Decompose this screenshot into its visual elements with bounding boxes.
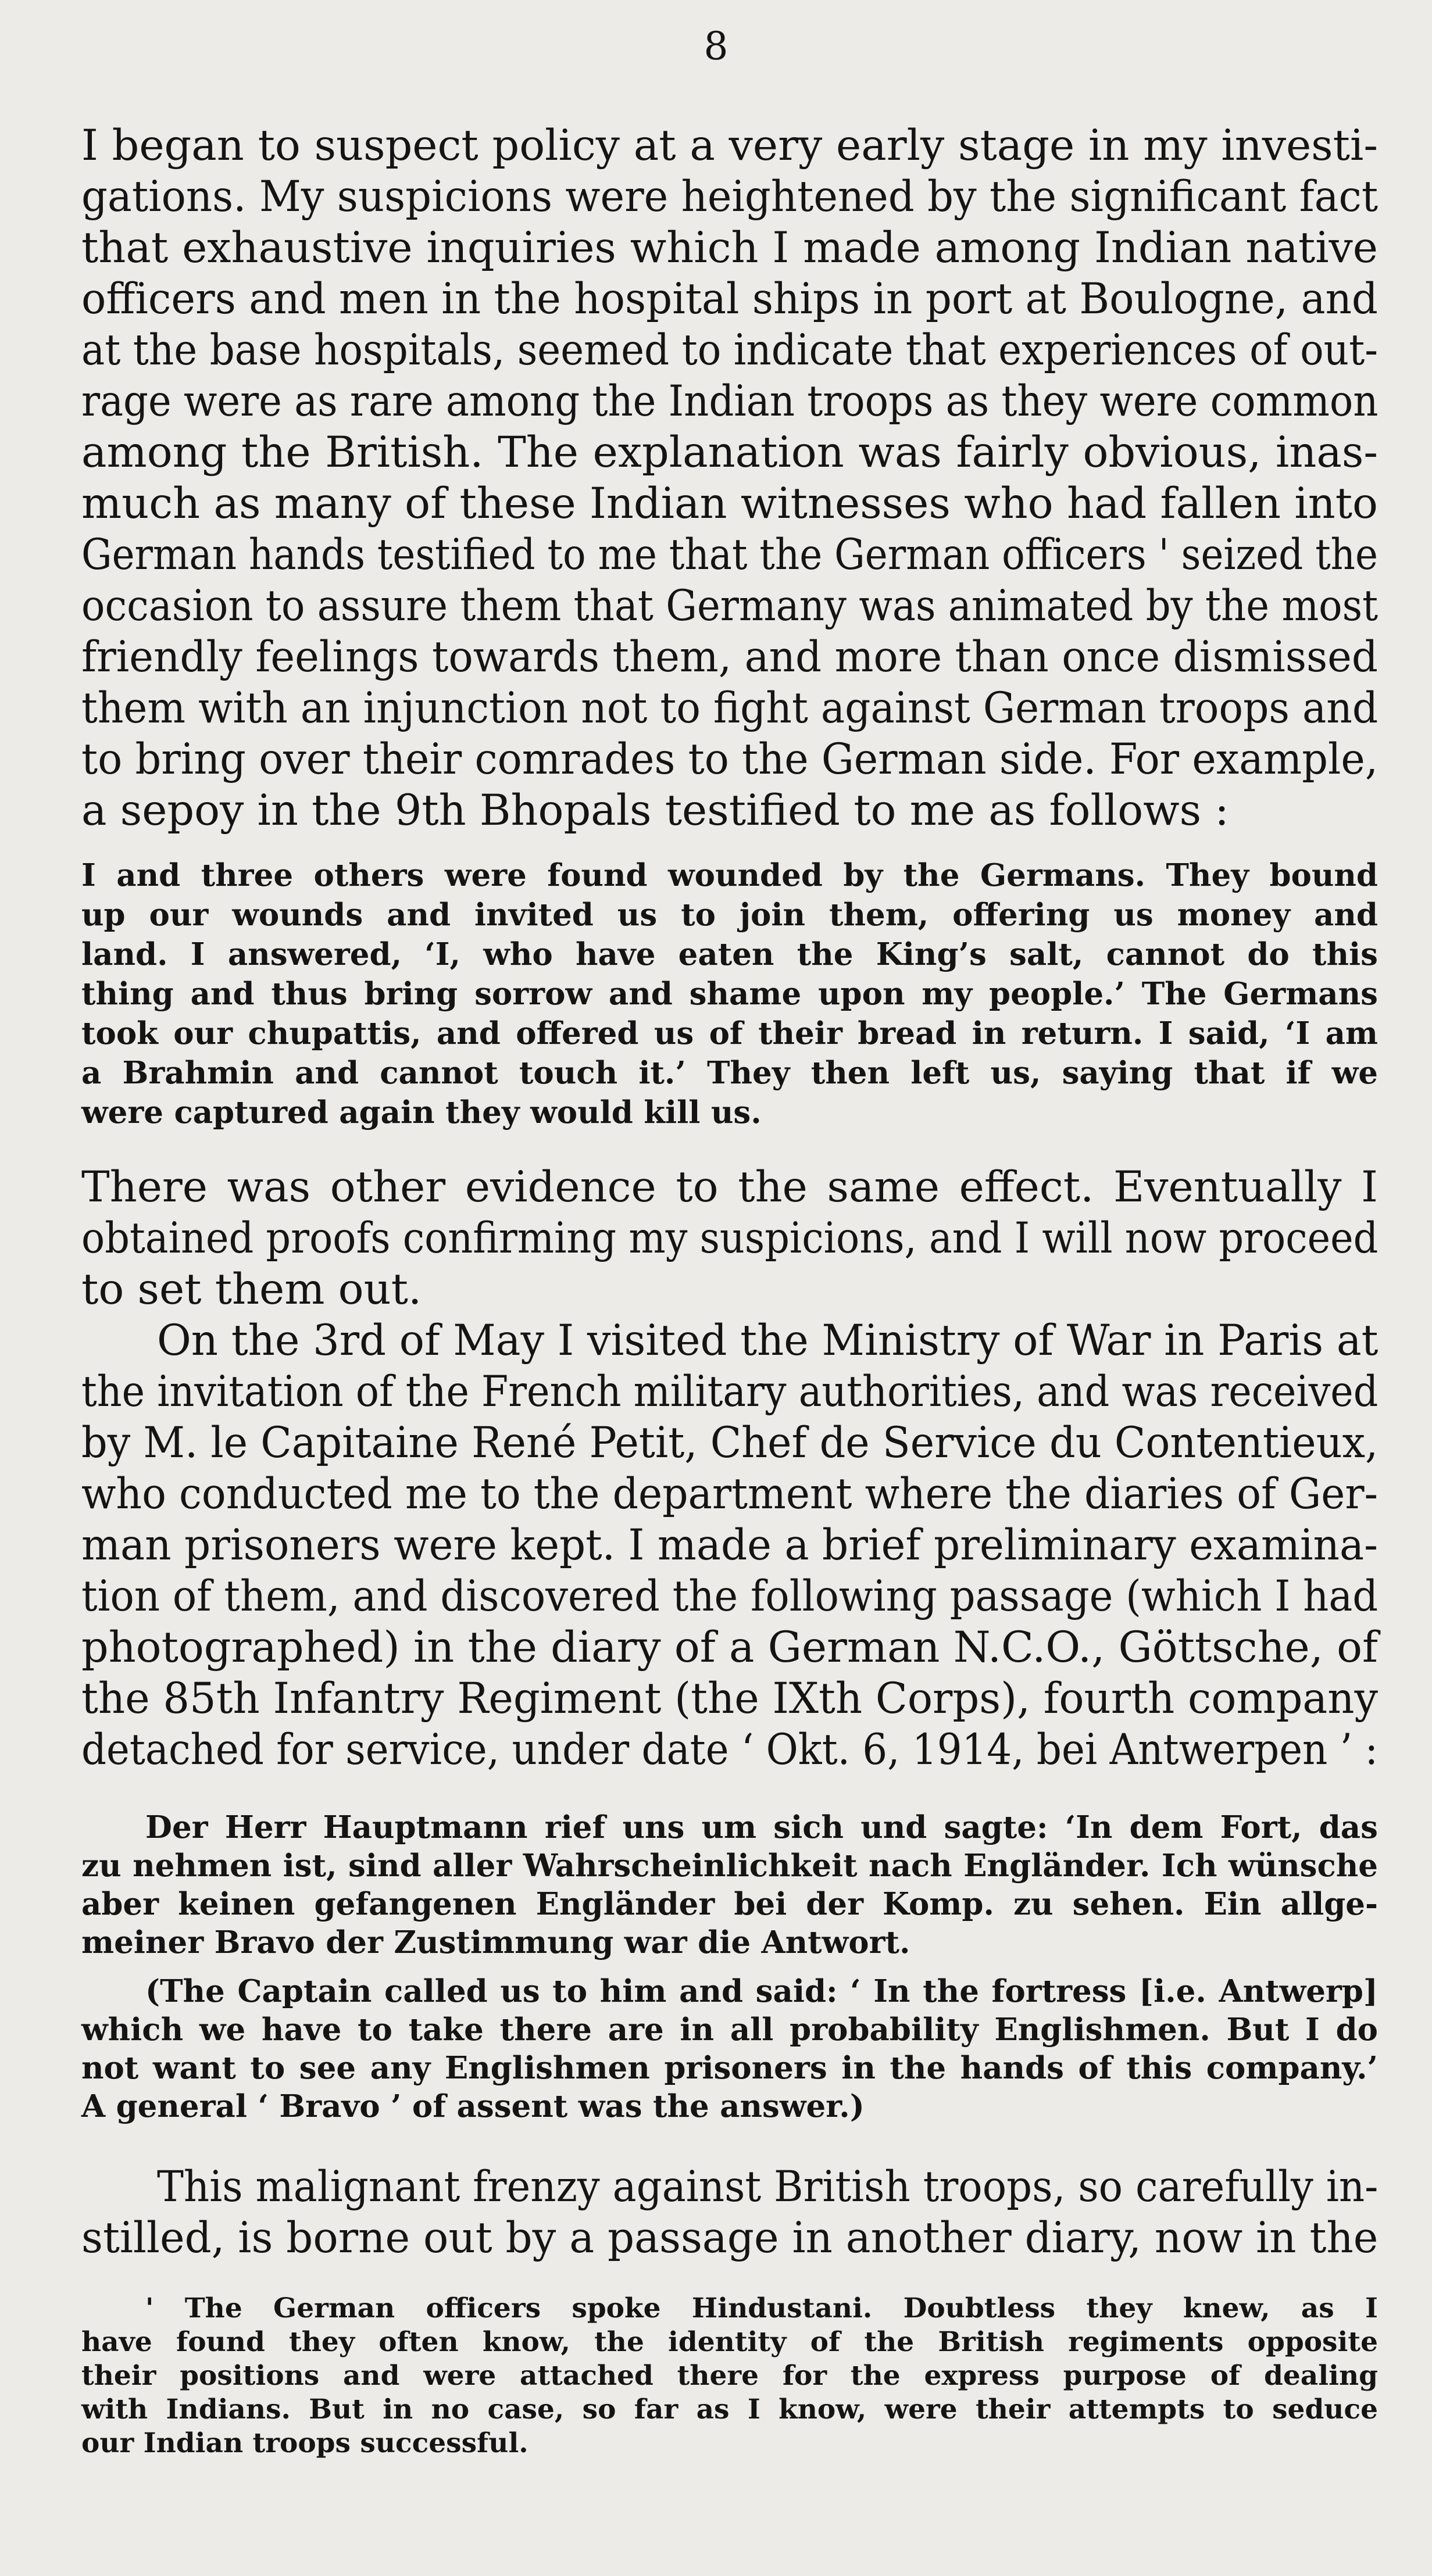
body-line: German hands testified to me that the German officers ' seized the (81, 530, 1378, 579)
body-line: friendly feelings towards them, and more than once dismissed (81, 632, 1378, 682)
body-line: the 85th Infantry Regiment (the IXth Corps), fourth company (81, 1674, 1378, 1723)
body-line: occasion to assure them that Germany was animated by the most (81, 581, 1379, 631)
footnote-line: have found they often know, the identity of the British regiments opposite (81, 2326, 1378, 2358)
footnote-line: ' The German officers spoke Hindustani. Doubtless they knew, as I (145, 2292, 1378, 2324)
body-line: to bring over their comrades to the German side. For example, (81, 735, 1379, 784)
body-line: who conducted me to the department where the diaries of Ger- (81, 1469, 1378, 1519)
quote-line: which we have to take there are in all probability Englishmen. But I do (81, 2012, 1378, 2048)
body-line: to set them out. (81, 1265, 422, 1314)
quote-line: thing and thus bring sorrow and shame upon my people.’ The Germans (81, 976, 1378, 1012)
quote-line: not want to see any Englishmen prisoners in the hands of this company.’ (81, 2050, 1378, 2086)
body-line: gations. My suspicions were heightened by the significant fact (81, 172, 1379, 221)
body-line: them with an injunction not to fight against German troops and (81, 684, 1379, 733)
quote-line: A general ‘ Bravo ’ of assent was the answer.) (81, 2088, 865, 2124)
body-line: officers and men in the hospital ships in port at Boulogne, and (81, 274, 1378, 324)
footnote-line: our Indian troops successful. (81, 2427, 528, 2459)
quote-line: meiner Bravo der Zustimmung war die Antwort. (81, 1924, 910, 1960)
quote-line: up our wounds and invited us to join them, offering us money and (81, 897, 1378, 933)
quote-line: land. I answered, ‘I, who have eaten the King’s salt, cannot do this (81, 936, 1378, 972)
body-line: among the British. The explanation was fairly obvious, inas- (81, 428, 1378, 477)
body-line: There was other evidence to the same effect. Eventually I (81, 1162, 1378, 1212)
body-line: stilled, is borne out by a passage in another diary, now in the (81, 2213, 1379, 2263)
quote-line: (The Captain called us to him and said: ‘ In the fortress [i.e. Antwerp] (145, 1973, 1378, 2009)
quote-line: Der Herr Hauptmann rief uns um sich und sagte: ‘In dem Fort, das (145, 1809, 1378, 1845)
footnote-line: with Indians. But in no case, so far as I know, were their attempts to seduce (81, 2393, 1378, 2425)
quote-line: were captured again they would kill us. (81, 1094, 762, 1130)
body-line: much as many of these Indian witnesses who had fallen into (81, 479, 1378, 528)
body-line: detached for service, under date ‘ Okt. 6, 1914, bei Antwerpen ’ : (81, 1725, 1379, 1774)
body-line: tion of them, and discovered the following passage (which I had (81, 1572, 1379, 1621)
body-line: I began to suspect policy at a very early stage in my investi- (81, 121, 1378, 170)
body-line: On the 3rd of May I visited the Ministry of War in Paris at (157, 1316, 1379, 1365)
body-line: a sepoy in the 9th Bhopals testified to me as follows : (81, 786, 1229, 835)
body-line: photographed) in the diary of a German N.C.O., Göttsche, of (81, 1623, 1378, 1672)
quote-line: a Brahmin and cannot touch it.’ They then left us, saying that if we (81, 1055, 1378, 1091)
page-number: 8 (703, 24, 729, 69)
quote-line: aber keinen gefangenen Engländer bei der Komp. zu sehen. Ein allge- (81, 1886, 1378, 1922)
quote-line: zu nehmen ist, sind aller Wahrscheinlichkeit nach Engländer. Ich wünsche (81, 1848, 1378, 1884)
body-line: that exhaustive inquiries which I made among Indian native (81, 223, 1378, 273)
body-line: by M. le Capitaine René Petit, Chef de Service du Contentieux, (81, 1418, 1379, 1468)
footnote-line: their positions and were attached there for the express purpose of dealing (81, 2360, 1378, 2392)
body-line: at the base hospitals, seemed to indicate that experiences of out- (81, 325, 1378, 375)
quote-line: took our chupattis, and offered us of their bread in return. I said, ‘I am (81, 1015, 1378, 1051)
body-line: rage were as rare among the Indian troops as they were common (81, 377, 1379, 426)
body-line: This malignant frenzy against British troops, so carefully in- (157, 2162, 1379, 2212)
quote-line: I and three others were found wounded by the Germans. They bound (81, 857, 1378, 893)
body-line: obtained proofs confirming my suspicions, and I will now proceed (81, 1214, 1379, 1263)
body-line: the invitation of the French military authorities, and was received (81, 1367, 1379, 1416)
body-line: man prisoners were kept. I made a brief preliminary examina- (81, 1520, 1378, 1570)
